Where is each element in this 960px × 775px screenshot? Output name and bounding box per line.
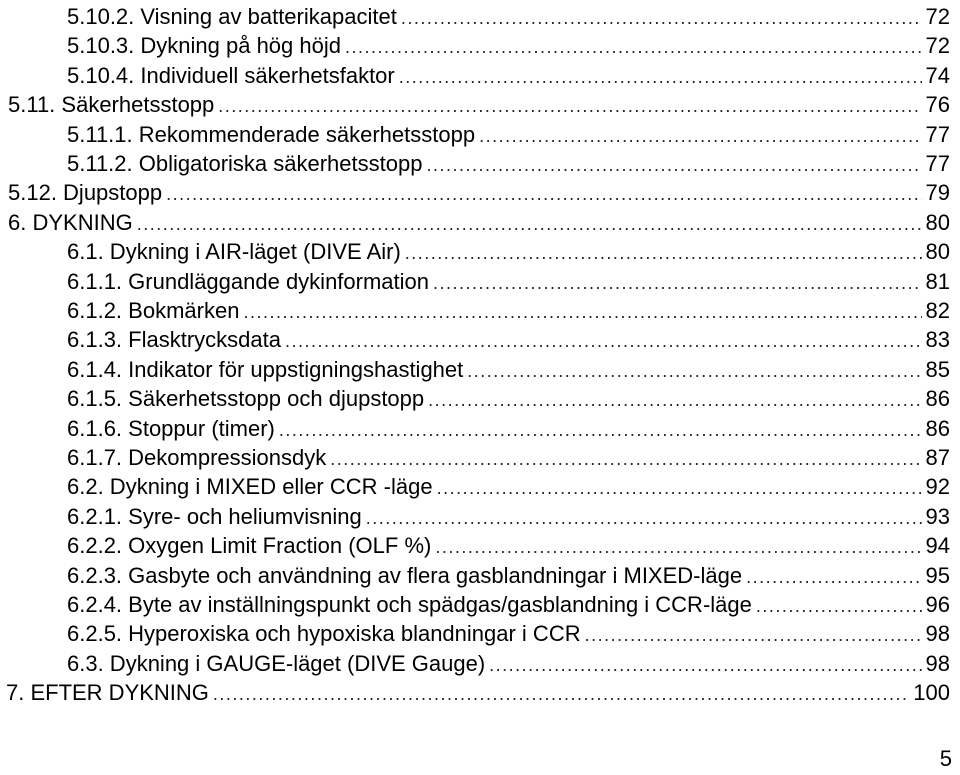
toc-entry-label: 6.2.5. Hyperoxiska och hypoxiska blandningar i CCR <box>67 621 581 647</box>
toc-entry-page: 94 <box>925 533 950 559</box>
toc-entry-label: 5.11. Säkerhetsstopp <box>8 92 215 118</box>
toc-entry-label: 6.1.3. Flasktrycksdata <box>67 327 281 353</box>
toc-entry[interactable] <box>67 561 950 590</box>
toc-entry-page: 98 <box>925 621 950 647</box>
toc-entry[interactable] <box>67 619 950 648</box>
toc-entry-label: 6.2.4. Byte av inställningspunkt och spädgas/gasblandning i CCR-läge <box>67 592 752 617</box>
toc-leader-dots <box>433 269 922 298</box>
toc-leader-dots <box>426 151 921 180</box>
toc-entry-page: 98 <box>925 650 950 676</box>
toc-leader-dots <box>345 33 922 62</box>
toc-leader-dots <box>746 563 921 592</box>
toc-leader-dots <box>489 651 921 680</box>
toc-entry-page: 82 <box>925 298 950 323</box>
toc-entry-page: 76 <box>925 92 950 118</box>
toc-entry-label: 6.1. Dykning i AIR-läget (DIVE Air) <box>67 239 401 265</box>
toc-leader-dots <box>405 239 922 268</box>
toc-entry-page: 100 <box>913 680 950 706</box>
toc-entry[interactable] <box>8 178 950 207</box>
toc-entry-label: 5.10.4. Individuell säkerhetsfaktor <box>67 62 395 88</box>
toc-leader-dots <box>137 210 922 239</box>
toc-entry-label: 6.2.2. Oxygen Limit Fraction (OLF %) <box>67 533 432 559</box>
toc-leader-dots <box>213 680 909 709</box>
toc-entry[interactable] <box>67 443 950 472</box>
toc-entry-page: 81 <box>925 268 950 294</box>
toc-leader-dots <box>435 533 921 562</box>
toc-leader-dots <box>279 416 922 445</box>
toc-entry-label: 7. EFTER DYKNING <box>6 680 209 706</box>
toc-entry-page: 87 <box>925 445 950 470</box>
toc-entry[interactable] <box>67 649 950 678</box>
toc-leader-dots <box>330 445 921 474</box>
toc-entry-label: 6.3. Dykning i GAUGE-läget (DIVE Gauge) <box>67 650 486 676</box>
toc-entry-label: 6.1.7. Dekompressionsdyk <box>67 445 327 470</box>
toc-entry-label: 6.1.2. Bokmärken <box>67 298 240 323</box>
toc-entry[interactable] <box>67 502 950 531</box>
page-number: 5 <box>939 746 952 771</box>
toc-entry-label: 6.1.6. Stoppur (timer) <box>67 415 275 441</box>
toc-entry[interactable] <box>67 149 950 178</box>
toc-leader-dots <box>401 4 922 33</box>
toc-entry[interactable] <box>67 296 950 325</box>
toc-entry[interactable] <box>67 31 950 60</box>
toc-entry-label: 5.11.2. Obligatoriska säkerhetsstopp <box>67 151 423 176</box>
toc-leader-dots <box>366 504 922 533</box>
toc-entry[interactable] <box>67 2 950 31</box>
toc-entry[interactable] <box>67 325 950 354</box>
toc-entry-page: 86 <box>925 386 950 412</box>
toc-entry-label: 6. DYKNING <box>8 209 133 235</box>
toc-entry-page: 85 <box>925 356 950 382</box>
toc-entry-page: 80 <box>925 239 950 265</box>
toc-entry-page: 80 <box>925 209 950 235</box>
toc-entry-label: 5.12. Djupstopp <box>8 180 163 206</box>
toc-entry-page: 79 <box>925 180 950 206</box>
toc-leader-dots <box>285 327 922 356</box>
toc-leader-dots <box>243 298 921 327</box>
toc-entry[interactable] <box>8 90 950 119</box>
toc-entry-label: 6.2.1. Syre- och heliumvisning <box>67 503 362 529</box>
toc-leader-dots <box>585 621 922 650</box>
toc-entry-page: 77 <box>925 121 950 147</box>
toc-entry[interactable] <box>67 355 950 384</box>
toc-entry-page: 74 <box>925 62 950 88</box>
toc-entry-page: 83 <box>925 327 950 353</box>
toc-entry-page: 77 <box>925 151 950 176</box>
toc-leader-dots <box>479 122 921 151</box>
toc-entry[interactable] <box>67 414 950 443</box>
toc-entry[interactable] <box>8 208 950 237</box>
toc-entry-page: 95 <box>925 562 950 588</box>
toc-entry-page: 72 <box>925 33 950 59</box>
toc-entry[interactable] <box>67 237 950 266</box>
toc-leader-dots <box>166 180 921 209</box>
toc-entry-label: 5.10.3. Dykning på hög höjd <box>67 33 341 59</box>
toc-entry[interactable] <box>67 61 950 90</box>
toc-entry-label: 6.1.4. Indikator för uppstigningshastighet <box>67 356 464 382</box>
toc-entry-label: 6.2.3. Gasbyte och användning av flera gasblandningar i MIXED-läge <box>67 562 743 588</box>
toc-entry-page: 96 <box>925 592 950 617</box>
toc-entry[interactable] <box>67 267 950 296</box>
toc-entry-page: 72 <box>925 4 950 29</box>
toc-leader-dots <box>218 92 921 121</box>
toc-entry[interactable] <box>67 120 950 149</box>
toc-leader-dots <box>467 357 921 386</box>
toc-leader-dots <box>399 63 922 92</box>
toc-leader-dots <box>428 386 921 415</box>
toc-entry-page: 86 <box>925 415 950 441</box>
toc-entry[interactable] <box>67 531 950 560</box>
toc-entry[interactable] <box>67 590 950 619</box>
toc-entry-label: 5.10.2. Visning av batterikapacitet <box>67 4 397 29</box>
toc-entry-label: 6.1.5. Säkerhetsstopp och djupstopp <box>67 386 425 412</box>
toc-entry-label: 5.11.1. Rekommenderade säkerhetsstopp <box>67 121 476 147</box>
toc-entry-label: 6.2. Dykning i MIXED eller CCR -läge <box>67 474 433 500</box>
toc-entry[interactable] <box>6 678 950 707</box>
toc-entry-page: 92 <box>925 474 950 500</box>
toc-entry[interactable] <box>67 384 950 413</box>
toc-entry[interactable] <box>67 472 950 501</box>
toc-entry-page: 93 <box>925 503 950 529</box>
toc-leader-dots <box>756 592 922 621</box>
toc-entry-label: 6.1.1. Grundläggande dykinformation <box>67 268 430 294</box>
toc-leader-dots <box>437 474 922 503</box>
